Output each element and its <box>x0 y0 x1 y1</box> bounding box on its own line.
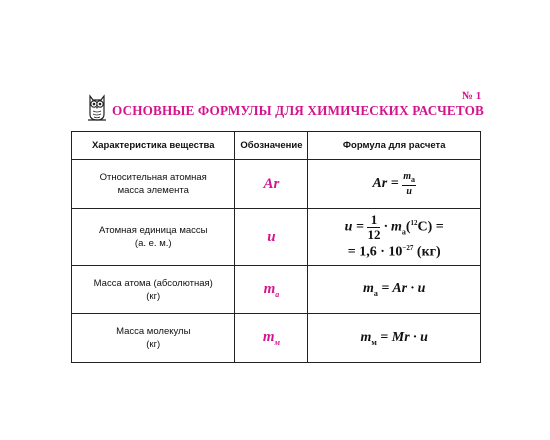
symbol-text: u <box>267 228 276 245</box>
characteristic-line: Относительная атомная <box>99 172 207 183</box>
fraction-denominator: u <box>406 186 412 197</box>
header-formula: Формула для расчета <box>308 132 481 160</box>
characteristic-cell <box>72 160 235 209</box>
symbol-cell <box>235 266 308 314</box>
formula-cell <box>308 314 481 363</box>
formula-sup: 12 <box>410 219 418 228</box>
characteristic-cell <box>72 209 235 266</box>
characteristic-line: (кг) <box>146 290 161 302</box>
formula-lhs-sub: a <box>373 288 378 298</box>
symbol-text: m <box>262 329 275 345</box>
formula-lhs-sub: м <box>371 337 377 347</box>
formula-lhs: m <box>363 281 374 297</box>
formula-rhs: = Mr · u <box>376 329 428 345</box>
formula-paren: ( <box>405 219 411 235</box>
fraction-numerator-sub: a <box>410 175 415 184</box>
symbol-sub: a <box>275 289 280 299</box>
formula-rhs: = Ar · u <box>377 281 426 297</box>
formula-fraction <box>402 171 416 197</box>
formula-line2-unit: (кг) <box>413 244 441 260</box>
formula-line-1 <box>308 213 480 242</box>
page-number: № 1 <box>462 90 482 102</box>
characteristic-line: Масса атома (абсолютная) <box>93 277 213 289</box>
formula-line-2 <box>308 244 480 261</box>
symbol-text: m <box>263 280 276 297</box>
table-row <box>72 160 481 209</box>
characteristic-line: (кг) <box>146 339 161 350</box>
fraction-denominator: 12 <box>367 227 381 243</box>
characteristic-line: Масса молекулы <box>116 326 191 337</box>
formula-fraction <box>367 213 380 242</box>
owl-icon <box>86 92 108 122</box>
table-header-row <box>72 132 481 160</box>
page-title <box>112 103 484 119</box>
formula-lhs: Ar = <box>372 176 399 192</box>
characteristic-line: масса элемента <box>117 185 189 196</box>
formula-line2-sup: −27 <box>402 244 414 253</box>
symbol-text: Ar <box>263 175 280 192</box>
formulas-table <box>71 131 481 363</box>
table-row <box>72 314 481 363</box>
formula-mid-sub: a <box>401 227 406 237</box>
symbol-cell <box>235 209 308 266</box>
formula-lhs: u = <box>344 219 364 235</box>
page-title-text: ОСНОВНЫЕ ФОРМУЛЫ ДЛЯ ХИМИЧЕСКИХ РАСЧЕТОВ <box>112 103 484 118</box>
formula-cell <box>308 266 481 314</box>
table-row <box>72 209 481 266</box>
formula-cell <box>308 160 481 209</box>
characteristic-line: Атомная единица массы <box>98 225 208 236</box>
header-characteristic: Характеристика вещества <box>72 132 235 160</box>
fraction-numerator: m <box>403 171 411 182</box>
characteristic-cell <box>72 314 235 363</box>
formula-tail: C) = <box>417 219 444 235</box>
formula-lhs: m <box>360 329 372 345</box>
formula-cell <box>308 209 481 266</box>
characteristic-line: (а. е. м.) <box>134 238 172 249</box>
fraction-numerator: 1 <box>367 213 380 228</box>
formula-line2-lhs: = 1,6 · 10 <box>347 244 403 260</box>
symbol-sub: м <box>274 338 281 347</box>
symbol-cell <box>235 314 308 363</box>
table-row <box>72 266 481 314</box>
symbol-cell <box>235 160 308 209</box>
header-symbol: Обозначение <box>235 132 308 160</box>
characteristic-cell <box>72 266 235 314</box>
formula-mid: · m <box>380 219 402 235</box>
